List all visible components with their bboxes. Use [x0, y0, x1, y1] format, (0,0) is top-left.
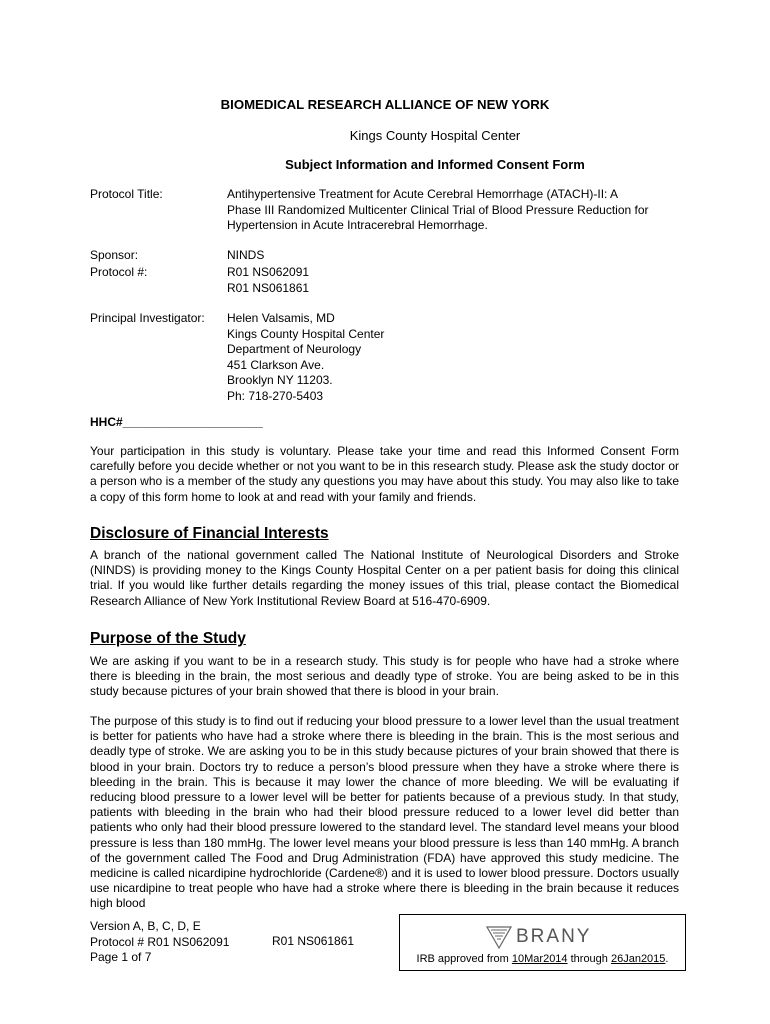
footer-protocol-2: R01 NS061861	[272, 934, 355, 948]
protocol-number-values: R01 NS062091 R01 NS061861	[227, 265, 310, 295]
sponsor-label: Sponsor:	[90, 248, 139, 262]
irb-approval-text: IRB approved from 10Mar2014 through 26Jan2015.	[416, 953, 669, 965]
pi-details: Helen Valsamis, MD Kings County Hospital Center Department of Neurology 451 Clarkson Ave. Brooklyn NY 11203. Ph: 718-270-5403	[227, 311, 385, 403]
brany-shield-icon	[486, 925, 512, 949]
brany-logo	[486, 925, 591, 949]
intro-paragraph: Your participation in this study is voluntary. Please take your time and read this Informed Consent Form carefully before you decide whether or not you want to be in this research study. Please ask the study doctor or a person who is a member of the study any questions you may have about this study. You may also like to take a copy of this form home to look at and read with your family and friends.	[90, 444, 679, 504]
pi-label: Principal Investigator:	[90, 311, 205, 325]
disclosure-heading: Disclosure of Financial Interests	[90, 525, 329, 542]
page-number: Page 1 of 7	[90, 950, 152, 964]
approval-to-date: 26Jan2015	[610, 953, 666, 965]
irb-approval-stamp	[399, 914, 686, 971]
hhc-field: HHC#_____________________	[90, 415, 263, 429]
approval-from-date: 10Mar2014	[511, 953, 568, 965]
version-text: Version A, B, C, D, E	[90, 919, 201, 933]
organization-title: BIOMEDICAL RESEARCH ALLIANCE OF NEW YORK	[220, 97, 550, 112]
purpose-heading: Purpose of the Study	[90, 630, 246, 647]
sponsor-value: NINDS	[227, 248, 265, 262]
purpose-paragraph-1: We are asking if you want to be in a research study. This study is for people who have had a stroke where there is bleeding in the brain, the most serious and deadly type of stroke. You are being asked to be in this study because pictures of your brain showed that there is blood in your brain.	[90, 654, 679, 699]
protocol-number-label: Protocol #:	[90, 265, 148, 279]
form-title: Subject Information and Informed Consent Form	[285, 157, 585, 172]
site-name: Kings County Hospital Center	[349, 128, 521, 143]
protocol-title-label: Protocol Title:	[90, 187, 163, 201]
disclosure-paragraph: A branch of the national government called The National Institute of Neurological Disorders and Stroke (NINDS) is providing money to the Kings County Hospital Center on a per patient basis for doing this clinical trial. If you would like further details regarding the money issues of this trial, please contact the Biomedical Research Alliance of New York Institutional Review Board at 516-470-6909.	[90, 548, 679, 608]
purpose-paragraph-2: The purpose of this study is to find out if reducing your blood pressure to a lower level than the usual treatment is better for patients who have had a stroke where there is bleeding in the brain. This is the most serious and deadly type of stroke. We are asking you to be in this study because pictures of your brain showed that there is blood in your brain. Doctors try to reduce a person’s blood pressure when they have a stroke where there is bleeding in the brain. This is because it may lower the chance of more bleeding. We will be evaluating if reducing blood pressure to a lower level will be better for patients because of a previous study. In that study, patients with bleeding in the brain who had their blood pressure reduced to a lower level did better than patients who only had their blood pressure lowered to the standard level. The standard level means your blood pressure is less than 180 mmHg. The lower level means your blood pressure is less than 140 mmHg. A branch of the government called The Food and Drug Administration (FDA) have approved this study medicine. The medicine is called nicardipine hydrochloride (Cardene®) and it is used to lower blood pressure. Doctors usually use nicardipine to treat people who have had a stroke where there is bleeding in the brain because it reduces high blood	[90, 714, 679, 911]
brany-wordmark: BRANY	[516, 926, 592, 947]
footer-info	[90, 919, 229, 966]
footer-protocol: Protocol # R01 NS062091	[90, 934, 230, 949]
protocol-title-value: Antihypertensive Treatment for Acute Cerebral Hemorrhage (ATACH)-II: A Phase III Randomized Multicenter Clinical Trial of Blood Pressure Reduction for Hypertension in Acute Intracerebral Hemorrhage.	[227, 187, 649, 232]
